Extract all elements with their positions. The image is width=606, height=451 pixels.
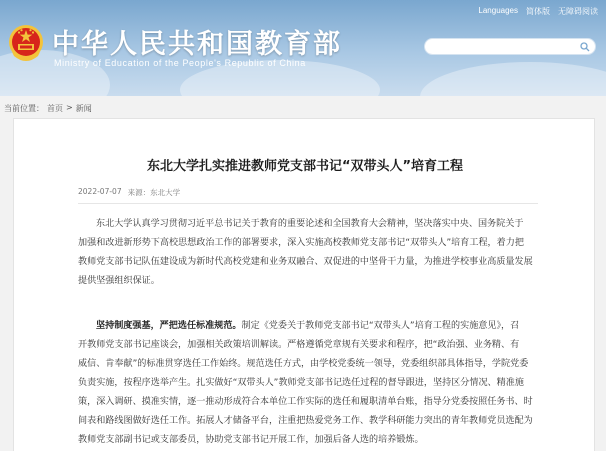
site-title[interactable]: 中华人民共和国教育部 xyxy=(52,29,342,60)
paragraph-line: 开教师党支部书记座谈会，加强相关政策培训解读。严格遵循党章规有关要求和程序，把“政治强、业务精、有 xyxy=(78,340,520,350)
top-links xyxy=(478,6,598,17)
paragraph-line: 教师党支部副书记或支部委员，协助党支部书记开展工作，加强后备人选的培养锻炼。 xyxy=(78,435,424,445)
paragraph-lead: 坚持制度强基，严把选任标准规范。 xyxy=(96,321,242,331)
article-container xyxy=(13,118,595,451)
breadcrumb xyxy=(4,103,92,114)
paragraph-line xyxy=(78,317,560,336)
accessibility-link[interactable]: 无障碍阅读 xyxy=(558,7,598,16)
simplified-chinese-link[interactable]: 简体版 xyxy=(526,7,550,16)
paragraph-line: 威信、肯奉献”的标准贯穿选任工作始终。规范选任方式，由学校党委统一领导，党委组织部具体指导，学院党委 xyxy=(78,359,529,369)
article-source: 来源：东北大学 xyxy=(127,188,181,197)
site-header xyxy=(0,0,606,96)
site-subtitle: Ministry of Education of the People's Republic of China xyxy=(54,58,306,68)
article-meta xyxy=(78,187,180,198)
article-paragraph-2 xyxy=(78,317,560,450)
article-paragraph-1 xyxy=(78,215,560,291)
paragraph-line: 提供坚强组织保证。 xyxy=(78,276,160,286)
breadcrumb-news-link[interactable]: 新闻 xyxy=(75,104,92,113)
paragraph-line: 策，深入调研、摸准实情，逐一推动形成符合本单位工作实际的选任和履职清单台账，指导分党委按照任务书、时 xyxy=(78,397,533,407)
paragraph-line: 间表和路线图做好选任工作。拓展人才储备平台，注重把热爱党务工作、教学科研能力突出的青年教师党员选配为 xyxy=(78,416,533,426)
paragraph-line: 负责实施，按程序选举产生。扎实做好“双带头人”教师党支部书记选任过程的督导跟进，坚持区分情况、精准施 xyxy=(78,378,524,388)
article-date: 2022-07-07 xyxy=(78,187,122,196)
search-input[interactable] xyxy=(431,40,571,53)
header-cloud xyxy=(420,62,606,96)
national-emblem-icon[interactable] xyxy=(6,22,46,64)
article-title: 东北大学扎实推进教师党支部书记“双带头人”培育工程 xyxy=(146,159,464,174)
paragraph-line: 东北大学认真学习贯彻习近平总书记关于教育的重要论述和全国教育大会精神，坚决落实中央、国务院关于 xyxy=(96,219,524,229)
divider xyxy=(78,203,538,204)
paragraph-line-rest: 制定《党委关于教师党支部书记“双带头人”培育工程的实施意见》，召 xyxy=(241,321,520,331)
paragraph-line: 教师党支部书记队伍建设成为新时代高校党建和业务双融合、双促进的中坚骨干力量，为推进学校事业高质量发展 xyxy=(78,257,533,267)
paragraph-line: 加强和改进新形势下高校思想政治工作的部署要求，深入实施高校教师党支部书记“双带头人”培育工程，着力把 xyxy=(78,238,524,248)
search-icon[interactable] xyxy=(580,42,590,52)
breadcrumb-separator: > xyxy=(66,103,73,112)
breadcrumb-home-link[interactable]: 首页 xyxy=(47,104,63,113)
languages-link[interactable]: Languages xyxy=(478,6,518,15)
breadcrumb-prefix: 当前位置： xyxy=(4,104,44,113)
search-box xyxy=(424,38,596,55)
